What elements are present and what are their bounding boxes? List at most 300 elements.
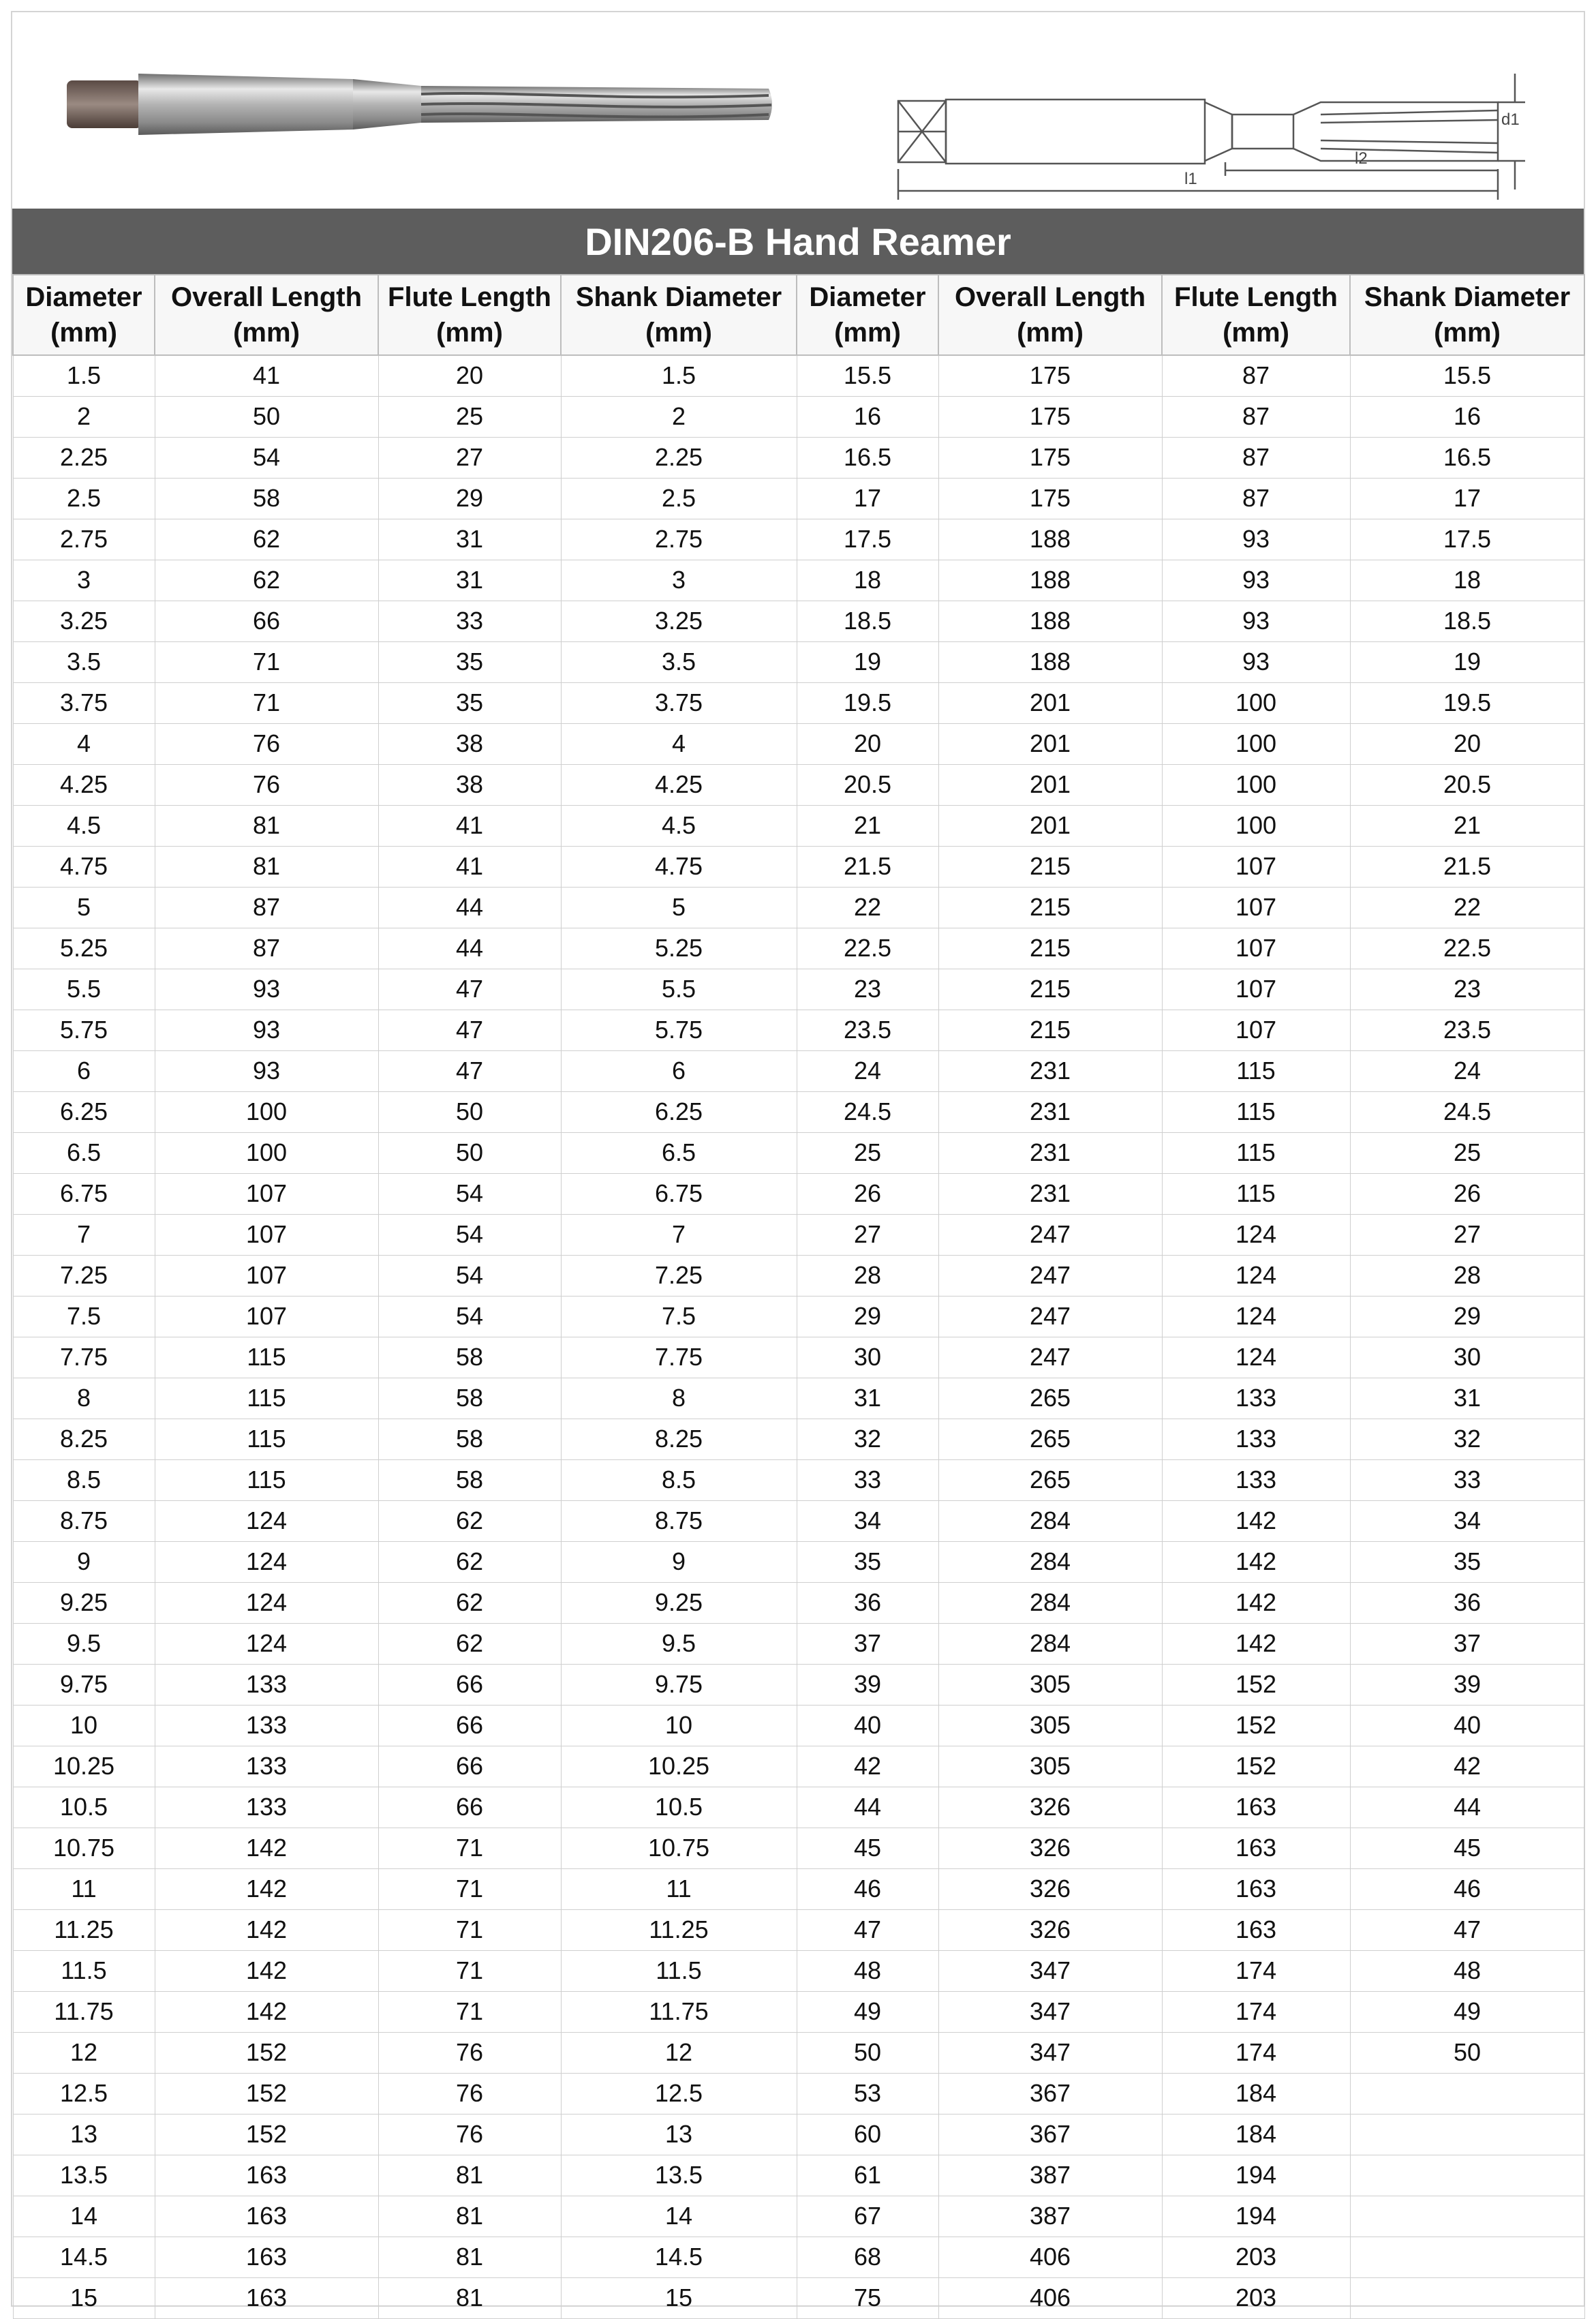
table-cell: 124	[155, 1623, 378, 1664]
table-cell: 201	[938, 723, 1162, 764]
table-cell: 75	[797, 2277, 938, 2318]
table-cell: 107	[1162, 887, 1350, 928]
table-cell: 25	[378, 396, 561, 437]
table-cell: 48	[797, 1950, 938, 1991]
table-cell: 20	[1350, 723, 1584, 764]
table-cell: 174	[1162, 1991, 1350, 2032]
table-cell: 60	[797, 2114, 938, 2155]
table-cell: 406	[938, 2277, 1162, 2318]
table-cell: 133	[155, 1746, 378, 1787]
table-cell	[1350, 2114, 1584, 2155]
table-row	[13, 560, 1584, 601]
table-cell: 81	[378, 2237, 561, 2277]
table-cell: 387	[938, 2196, 1162, 2237]
table-cell: 284	[938, 1582, 1162, 1623]
table-cell: 87	[155, 928, 378, 969]
table-cell: 107	[1162, 846, 1350, 887]
table-cell: 163	[1162, 1909, 1350, 1950]
table-cell: 4.5	[13, 805, 155, 846]
table-row	[13, 1746, 1584, 1787]
table-cell: 7.5	[13, 1296, 155, 1337]
table-cell: 47	[378, 969, 561, 1010]
table-cell: 19.5	[1350, 682, 1584, 723]
table-cell: 6.5	[561, 1132, 797, 1173]
table-cell	[1350, 2277, 1584, 2318]
table-row	[13, 2196, 1584, 2237]
table-cell: 326	[938, 1909, 1162, 1950]
table-cell: 124	[1162, 1296, 1350, 1337]
table-cell	[1350, 2196, 1584, 2237]
table-cell: 87	[1162, 437, 1350, 478]
table-cell: 15	[561, 2277, 797, 2318]
table-cell: 163	[1162, 1868, 1350, 1909]
col-header: Shank Diameter (mm)	[1350, 275, 1584, 355]
table-cell: 25	[797, 1132, 938, 1173]
table-row	[13, 1828, 1584, 1868]
table-row	[13, 887, 1584, 928]
table-cell: 17	[1350, 478, 1584, 519]
table-cell: 58	[378, 1419, 561, 1459]
table-cell: 38	[378, 764, 561, 805]
table-row	[13, 682, 1584, 723]
table-cell: 23	[1350, 969, 1584, 1010]
table-cell: 367	[938, 2114, 1162, 2155]
table-cell: 50	[1350, 2032, 1584, 2073]
table-cell: 215	[938, 928, 1162, 969]
table-cell: 24.5	[1350, 1091, 1584, 1132]
table-row	[13, 1296, 1584, 1337]
table-cell: 14	[561, 2196, 797, 2237]
table-cell: 387	[938, 2155, 1162, 2196]
table-row	[13, 2237, 1584, 2277]
table-cell: 93	[155, 969, 378, 1010]
table-cell: 8.5	[561, 1459, 797, 1500]
table-cell: 35	[1350, 1541, 1584, 1582]
col-header: Overall Length (mm)	[938, 275, 1162, 355]
table-cell: 11.75	[13, 1991, 155, 2032]
table-cell: 87	[155, 887, 378, 928]
table-cell: 49	[797, 1991, 938, 2032]
table-cell: 284	[938, 1541, 1162, 1582]
table-cell: 17	[797, 478, 938, 519]
table-cell: 18.5	[797, 601, 938, 641]
table-row	[13, 1705, 1584, 1746]
table-cell: 142	[155, 1828, 378, 1868]
table-row	[13, 1091, 1584, 1132]
table-cell	[1350, 2073, 1584, 2114]
table-cell: 66	[155, 601, 378, 641]
table-cell: 3	[13, 560, 155, 601]
table-cell: 284	[938, 1500, 1162, 1541]
table-cell: 9.75	[13, 1664, 155, 1705]
l1-label: l1	[1184, 170, 1197, 188]
table-cell: 2.75	[13, 519, 155, 560]
table-cell: 10.25	[13, 1746, 155, 1787]
table-cell: 107	[155, 1296, 378, 1337]
table-cell: 326	[938, 1787, 1162, 1828]
table-cell: 4.75	[561, 846, 797, 887]
table-cell: 62	[155, 560, 378, 601]
table-cell: 62	[378, 1623, 561, 1664]
table-cell: 27	[378, 437, 561, 478]
table-cell: 4.5	[561, 805, 797, 846]
product-images	[12, 12, 1584, 209]
table-cell: 22	[797, 887, 938, 928]
col-header: Flute Length (mm)	[1162, 275, 1350, 355]
table-cell: 215	[938, 1010, 1162, 1050]
neck	[353, 79, 421, 130]
table-row	[13, 1950, 1584, 1991]
table-cell: 11.25	[13, 1909, 155, 1950]
table-row	[13, 355, 1584, 396]
table-cell: 8.75	[561, 1500, 797, 1541]
table-cell: 23	[797, 969, 938, 1010]
table-cell: 142	[1162, 1541, 1350, 1582]
table-cell: 215	[938, 846, 1162, 887]
table-cell: 115	[155, 1459, 378, 1500]
table-cell: 27	[797, 1214, 938, 1255]
table-cell: 247	[938, 1255, 1162, 1296]
table-cell: 201	[938, 764, 1162, 805]
table-cell: 71	[378, 1909, 561, 1950]
table-row	[13, 928, 1584, 969]
table-cell: 4.25	[13, 764, 155, 805]
table-cell: 6.5	[13, 1132, 155, 1173]
table-cell: 21	[797, 805, 938, 846]
table-cell: 203	[1162, 2277, 1350, 2318]
table-cell: 175	[938, 478, 1162, 519]
table-cell: 62	[378, 1541, 561, 1582]
table-cell: 9	[13, 1541, 155, 1582]
table-cell: 29	[378, 478, 561, 519]
table-cell: 107	[155, 1173, 378, 1214]
table-cell: 22.5	[797, 928, 938, 969]
table-cell: 133	[155, 1705, 378, 1746]
table-cell: 10.5	[561, 1787, 797, 1828]
table-cell: 194	[1162, 2196, 1350, 2237]
table-cell: 58	[155, 478, 378, 519]
table-cell: 28	[1350, 1255, 1584, 1296]
table-cell: 115	[1162, 1132, 1350, 1173]
table-cell: 29	[797, 1296, 938, 1337]
table-cell: 87	[1162, 478, 1350, 519]
table-cell: 1.5	[561, 355, 797, 396]
table-row	[13, 1787, 1584, 1828]
table-cell: 12	[561, 2032, 797, 2073]
table-cell: 35	[378, 682, 561, 723]
table-cell: 163	[155, 2196, 378, 2237]
table-cell: 23.5	[797, 1010, 938, 1050]
table-cell: 18	[1350, 560, 1584, 601]
table-cell: 3	[561, 560, 797, 601]
table-cell: 28	[797, 1255, 938, 1296]
table-cell: 3.75	[13, 682, 155, 723]
table-cell: 50	[378, 1091, 561, 1132]
table-cell: 115	[155, 1337, 378, 1378]
table-cell: 16	[797, 396, 938, 437]
table-cell: 142	[155, 1909, 378, 1950]
table-cell: 7.25	[561, 1255, 797, 1296]
table-row	[13, 1132, 1584, 1173]
table-cell: 54	[378, 1255, 561, 1296]
table-row	[13, 1050, 1584, 1091]
table-cell: 33	[797, 1459, 938, 1500]
table-cell: 44	[797, 1787, 938, 1828]
table-cell: 14	[13, 2196, 155, 2237]
table-cell: 7	[13, 1214, 155, 1255]
table-cell: 81	[378, 2196, 561, 2237]
table-cell: 326	[938, 1828, 1162, 1868]
table-cell: 47	[378, 1010, 561, 1050]
table-row	[13, 478, 1584, 519]
table-cell: 9	[561, 1541, 797, 1582]
table-cell: 62	[378, 1500, 561, 1541]
table-cell: 53	[797, 2073, 938, 2114]
table-cell: 15.5	[797, 355, 938, 396]
table-cell: 34	[797, 1500, 938, 1541]
table-cell: 10	[561, 1705, 797, 1746]
table-row	[13, 396, 1584, 437]
table-cell: 174	[1162, 2032, 1350, 2073]
table-cell: 1.5	[13, 355, 155, 396]
table-cell: 87	[1162, 396, 1350, 437]
table-cell: 25	[1350, 1132, 1584, 1173]
table-cell: 38	[378, 723, 561, 764]
table-row	[13, 723, 1584, 764]
table-cell: 133	[1162, 1459, 1350, 1500]
table-cell: 30	[797, 1337, 938, 1378]
table-cell: 11.25	[561, 1909, 797, 1950]
table-cell: 24.5	[797, 1091, 938, 1132]
table-cell	[1350, 2155, 1584, 2196]
table-cell: 54	[378, 1173, 561, 1214]
table-cell: 124	[155, 1541, 378, 1582]
table-row	[13, 764, 1584, 805]
table-cell: 20	[378, 355, 561, 396]
table-cell: 184	[1162, 2073, 1350, 2114]
table-cell: 50	[797, 2032, 938, 2073]
table-cell: 326	[938, 1868, 1162, 1909]
table-cell: 100	[1162, 805, 1350, 846]
table-cell: 6.25	[561, 1091, 797, 1132]
table-cell: 44	[378, 887, 561, 928]
table-cell: 62	[155, 519, 378, 560]
table-cell: 115	[1162, 1173, 1350, 1214]
table-cell: 26	[1350, 1173, 1584, 1214]
table-cell: 2	[561, 396, 797, 437]
table-cell: 58	[378, 1378, 561, 1419]
table-cell: 10.75	[561, 1828, 797, 1868]
d1-label: d1	[1501, 110, 1520, 129]
table-cell: 31	[378, 560, 561, 601]
table-cell: 107	[155, 1255, 378, 1296]
table-cell: 50	[155, 396, 378, 437]
table-cell: 10.25	[561, 1746, 797, 1787]
table-cell: 100	[1162, 723, 1350, 764]
table-cell: 100	[1162, 682, 1350, 723]
table-cell: 175	[938, 355, 1162, 396]
table-cell: 12	[13, 2032, 155, 2073]
table-cell: 124	[1162, 1214, 1350, 1255]
table-cell: 188	[938, 560, 1162, 601]
table-cell: 4	[561, 723, 797, 764]
table-cell: 188	[938, 601, 1162, 641]
table-cell: 66	[378, 1787, 561, 1828]
table-cell: 23.5	[1350, 1010, 1584, 1050]
table-cell: 9.25	[13, 1582, 155, 1623]
table-row	[13, 1909, 1584, 1950]
table-cell: 71	[378, 1868, 561, 1909]
table-cell: 247	[938, 1296, 1162, 1337]
table-cell: 347	[938, 2032, 1162, 2073]
table-cell: 13	[561, 2114, 797, 2155]
table-cell: 93	[1162, 560, 1350, 601]
table-cell: 44	[378, 928, 561, 969]
table-cell: 58	[378, 1459, 561, 1500]
table-cell: 33	[378, 601, 561, 641]
table-row	[13, 846, 1584, 887]
table-row	[13, 1337, 1584, 1378]
table-cell: 68	[797, 2237, 938, 2277]
table-cell: 9.5	[561, 1623, 797, 1664]
table-cell: 47	[797, 1909, 938, 1950]
table-cell: 9.25	[561, 1582, 797, 1623]
table-cell: 7.5	[561, 1296, 797, 1337]
table-cell: 142	[155, 1868, 378, 1909]
table-cell: 39	[797, 1664, 938, 1705]
table-cell: 81	[155, 805, 378, 846]
table-cell: 231	[938, 1091, 1162, 1132]
table-cell: 16.5	[1350, 437, 1584, 478]
table-cell: 29	[1350, 1296, 1584, 1337]
table-row	[13, 1255, 1584, 1296]
table-cell: 124	[155, 1500, 378, 1541]
table-row	[13, 641, 1584, 682]
table-cell: 4.75	[13, 846, 155, 887]
table-cell: 163	[155, 2277, 378, 2318]
table-cell: 152	[155, 2114, 378, 2155]
table-cell: 133	[155, 1664, 378, 1705]
table-row	[13, 2073, 1584, 2114]
table-cell: 215	[938, 969, 1162, 1010]
table-row	[13, 1459, 1584, 1500]
table-cell: 6	[561, 1050, 797, 1091]
table-row	[13, 2155, 1584, 2196]
table-row	[13, 1868, 1584, 1909]
table-cell: 12.5	[561, 2073, 797, 2114]
square-drive	[67, 80, 142, 128]
col-header: Diameter (mm)	[13, 275, 155, 355]
table-cell: 107	[1162, 969, 1350, 1010]
col-header: Diameter (mm)	[797, 275, 938, 355]
table-cell: 8.25	[13, 1419, 155, 1459]
col-header: Flute Length (mm)	[378, 275, 561, 355]
table-cell: 347	[938, 1950, 1162, 1991]
table-cell: 21.5	[1350, 846, 1584, 887]
table-cell: 19.5	[797, 682, 938, 723]
table-cell: 347	[938, 1991, 1162, 2032]
table-cell: 31	[797, 1378, 938, 1419]
table-cell: 40	[797, 1705, 938, 1746]
table-cell: 5.75	[13, 1010, 155, 1050]
table-cell: 16	[1350, 396, 1584, 437]
table-row	[13, 805, 1584, 846]
table-cell: 35	[797, 1541, 938, 1582]
table-cell: 9.75	[561, 1664, 797, 1705]
table-cell: 16.5	[797, 437, 938, 478]
table-cell: 3.75	[561, 682, 797, 723]
table-cell: 163	[155, 2155, 378, 2196]
table-cell: 100	[155, 1091, 378, 1132]
table-cell: 2.5	[13, 478, 155, 519]
table-cell: 247	[938, 1214, 1162, 1255]
table-cell: 124	[1162, 1255, 1350, 1296]
table-row	[13, 1541, 1584, 1582]
table-cell: 14.5	[13, 2237, 155, 2277]
table-cell: 5.5	[561, 969, 797, 1010]
shank	[138, 74, 353, 135]
table-cell: 107	[1162, 928, 1350, 969]
table-cell: 163	[1162, 1787, 1350, 1828]
table-cell: 24	[1350, 1050, 1584, 1091]
table-cell: 42	[797, 1746, 938, 1787]
table-cell: 27	[1350, 1214, 1584, 1255]
table-cell: 41	[378, 846, 561, 887]
table-cell: 284	[938, 1623, 1162, 1664]
table-row	[13, 1500, 1584, 1541]
table-cell: 107	[1162, 1010, 1350, 1050]
table-cell: 3.25	[561, 601, 797, 641]
table-cell	[1350, 2237, 1584, 2277]
table-cell: 152	[155, 2073, 378, 2114]
table-cell: 76	[378, 2073, 561, 2114]
table-cell: 174	[1162, 1950, 1350, 1991]
table-cell: 54	[155, 437, 378, 478]
table-row	[13, 601, 1584, 641]
table-cell: 76	[378, 2032, 561, 2073]
table-title: DIN206-B Hand Reamer	[12, 209, 1584, 274]
table-cell: 20.5	[797, 764, 938, 805]
table-cell: 11.75	[561, 1991, 797, 2032]
table-cell: 133	[155, 1787, 378, 1828]
table-cell: 76	[155, 764, 378, 805]
table-cell: 81	[155, 846, 378, 887]
table-cell: 93	[1162, 601, 1350, 641]
table-cell: 152	[1162, 1664, 1350, 1705]
table-cell: 100	[1162, 764, 1350, 805]
table-cell: 93	[155, 1010, 378, 1050]
table-cell: 124	[155, 1582, 378, 1623]
table-cell: 32	[797, 1419, 938, 1459]
table-cell: 93	[1162, 641, 1350, 682]
table-cell: 184	[1162, 2114, 1350, 2155]
table-cell: 7	[561, 1214, 797, 1255]
table-cell: 17.5	[797, 519, 938, 560]
table-cell: 45	[1350, 1828, 1584, 1868]
table-cell: 163	[1162, 1828, 1350, 1868]
spec-table	[12, 274, 1585, 2319]
table-cell: 367	[938, 2073, 1162, 2114]
table-cell: 2.25	[13, 437, 155, 478]
table-cell: 54	[378, 1296, 561, 1337]
table-cell: 175	[938, 396, 1162, 437]
table-cell: 61	[797, 2155, 938, 2196]
table-cell: 58	[378, 1337, 561, 1378]
table-cell: 6	[13, 1050, 155, 1091]
table-cell: 19	[1350, 641, 1584, 682]
table-cell: 305	[938, 1746, 1162, 1787]
table-cell: 115	[155, 1378, 378, 1419]
